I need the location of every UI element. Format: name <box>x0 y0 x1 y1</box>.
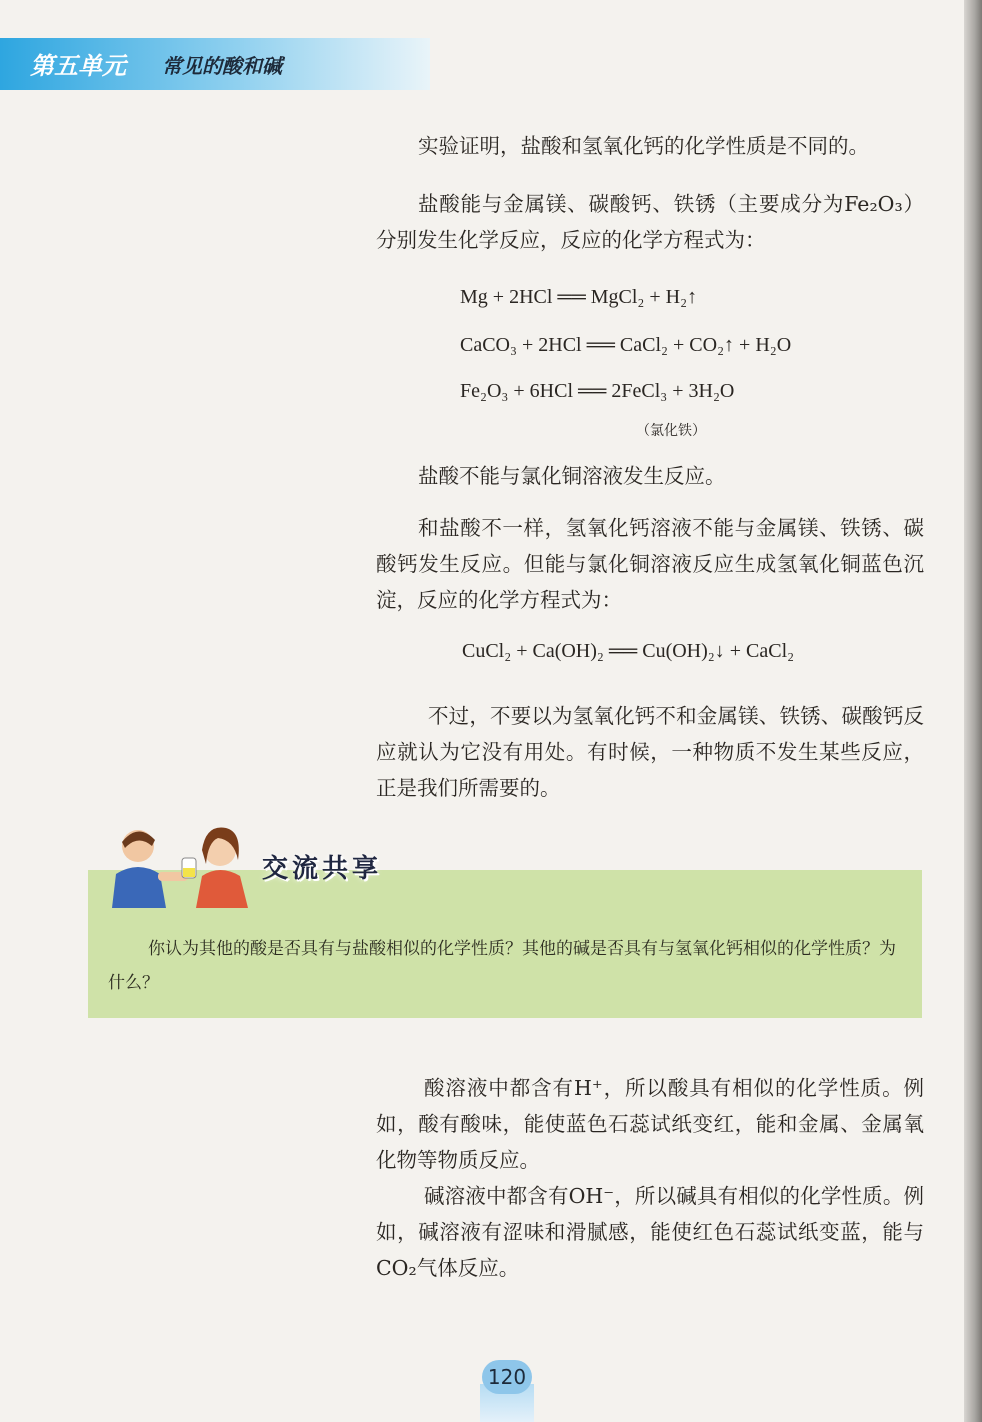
paragraph-4: 和盐酸不一样，氢氧化钙溶液不能与金属镁、铁锈、碳酸钙发生反应。但能与氯化铜溶液反应生成氢氧化铜蓝色沉淀，反应的化学方程式为： <box>376 516 924 612</box>
students-illustration <box>98 820 268 908</box>
paragraph-5: 不过，不要以为氢氧化钙不和金属镁、铁锈、碳酸钙反应就认为它没有用处。有时候，一种物质不发生某些反应，正是我们所需要的。 <box>376 704 924 800</box>
paragraph-6: 酸溶液中都含有H⁺，所以酸具有相似的化学性质。例如，酸有酸味，能使蓝色石蕊试纸变红，能和金属、金属氧化物等物质反应。 <box>376 1076 924 1172</box>
share-question: 你认为其他的酸是否具有与盐酸相似的化学性质？其他的碱是否具有与氢氧化钙相似的化学性质？为什么？ <box>108 939 896 993</box>
equation-note-fecl3: （氯化铁） <box>636 423 706 439</box>
beaker-icon <box>182 858 196 878</box>
equation-cucl2: CuCl₂ + Ca(OH)₂ ══ Cu(OH)₂↓ + CaCl₂ <box>462 640 795 662</box>
boy-figure <box>112 830 188 908</box>
paragraph-2: 盐酸能与金属镁、碳酸钙、铁锈（主要成分为Fe₂O₃）分别发生化学反应，反应的化学方程式为： <box>376 192 924 252</box>
page-number: 120 <box>482 1360 532 1394</box>
equation-mg: Mg + 2HCl ══ MgCl₂ + H₂↑ <box>460 286 698 308</box>
paragraph-1: 实验证明，盐酸和氢氧化钙的化学性质是不同的。 <box>418 134 869 158</box>
page-edge <box>964 0 982 1422</box>
girl-figure <box>196 827 248 908</box>
paragraph-7: 碱溶液中都含有OH⁻，所以碱具有相似的化学性质。例如，碱溶液有涩味和滑腻感，能使红色石蕊试纸变蓝，能与CO₂气体反应。 <box>376 1184 924 1280</box>
share-title: 交流共享 <box>262 854 383 884</box>
unit-label: 第五单元 <box>30 52 126 80</box>
paragraph-3: 盐酸不能与氯化铜溶液发生反应。 <box>418 464 726 488</box>
unit-header <box>0 38 430 90</box>
unit-topic: 常见的酸和碱 <box>162 54 282 78</box>
equation-fe2o3: Fe₂O₃ + 6HCl ══ 2FeCl₃ + 3H₂O <box>460 380 735 402</box>
equation-caco3: CaCO₃ + 2HCl ══ CaCl₂ + CO₂↑ + H₂O <box>460 334 792 356</box>
